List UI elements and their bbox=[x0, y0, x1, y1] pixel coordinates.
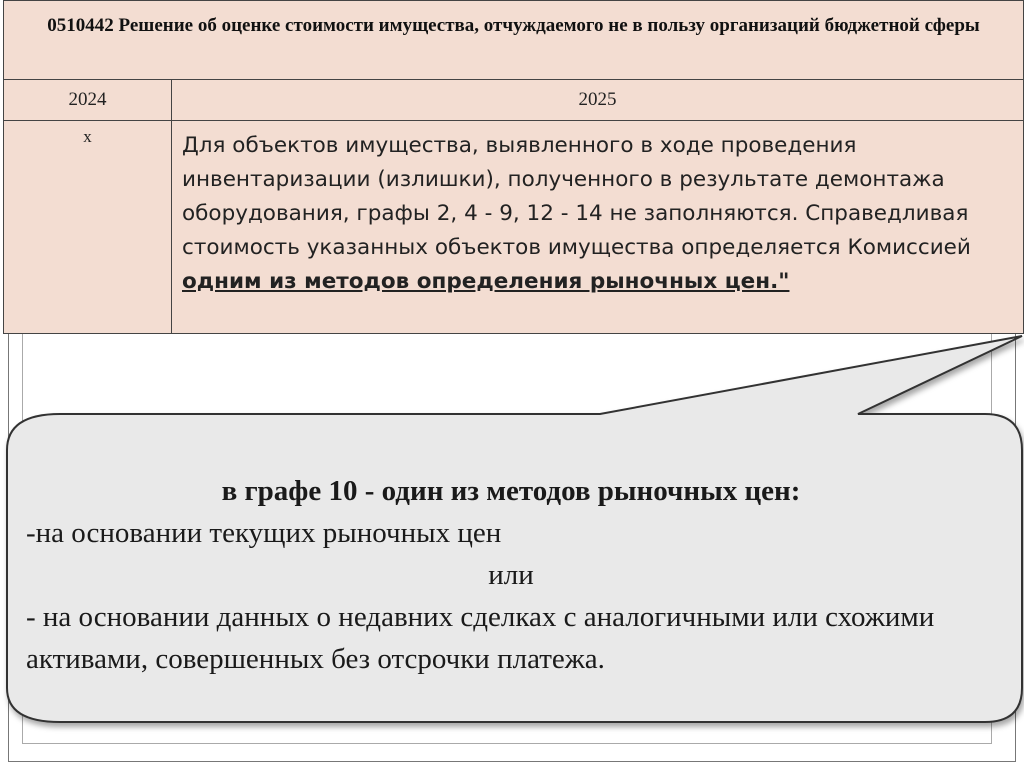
cell-2024-value: x bbox=[4, 121, 172, 333]
callout-heading: в графе 10 - один из методов рыночных цен: bbox=[221, 475, 801, 507]
callout-line-or: или bbox=[488, 559, 534, 591]
cell-2025-plain-text: Для объектов имущества, выявленного в ходе проведения инвентаризации (излишки), полученного в результате демонтажа оборудования, графы 2, 4 - 9, 12 - 14 не заполняются. Справедливая стоимость указанных объектов имущества определяется Комиссией bbox=[182, 133, 971, 260]
cell-2025-emphasis-text: одним из методов определения рыночных цен." bbox=[182, 269, 790, 294]
year-2024-header: 2024 bbox=[4, 80, 172, 120]
year-2025-header: 2025 bbox=[578, 89, 617, 110]
callout-text-block bbox=[26, 470, 996, 710]
callout-line-current-prices: -на основании текущих рыночных цен bbox=[26, 517, 502, 549]
form-title: 0510442 Решение об оценке стоимости имущества, отчуждаемого не в пользу организаций бюджетной сферы bbox=[4, 1, 1023, 80]
callout-line-recent-deals: - на основании данных о недавних сделках с аналогичными или схожими активами, совершенных без отсрочки платежа. bbox=[26, 601, 935, 675]
